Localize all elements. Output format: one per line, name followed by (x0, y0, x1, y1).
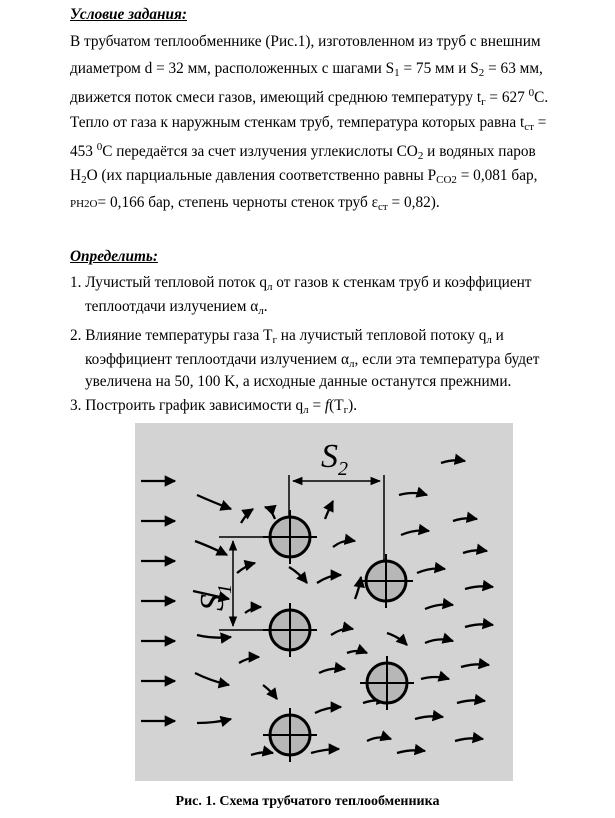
task-1-line-2: теплоотдачи излучением $\alpha_л$. (85, 298, 268, 317)
s2-label: $S_2$ (321, 438, 348, 480)
condition-line-1: В трубчатом теплообменнике (Рис.1), изготовленном из труб с внешним (70, 33, 541, 50)
condition-line-6: $Н_2О$ (их парциальные давления соответственно равны $Р_{СО2} = 0,081$ бар, (70, 167, 538, 186)
figure-caption: Рис. 1. Схема трубчатого теплообменника (175, 794, 440, 809)
task-1-line-1: 1. Лучистый тепловой поток $q_л$ от газов к стенкам труб и коэффициент (70, 274, 532, 293)
condition-line-2: диаметром d = 32 мм, расположенных с шагами $S_1 = 75$ мм и $S_2 = 63$ мм, (70, 60, 543, 79)
diagram-background (135, 423, 513, 781)
condition-line-4: Тепло от газа к наружным стенкам труб, температура которых равна $t_{ст}$ = (70, 114, 547, 133)
condition-line-3: движется поток смеси газов, имеющий среднюю температуру $t_г = 627$ $^0$С. (70, 87, 549, 108)
task-2-line-3: увеличена на 50, 100 K, а исходные данные останутся прежними. (85, 373, 512, 390)
task-2-line-1: 2. Влияние температуры газа $Т_г$ на лучистый тепловой потоку $q_л$ и (70, 327, 504, 346)
tasks-heading: Определить: (70, 248, 158, 265)
condition-heading: Условие задания: (70, 6, 187, 23)
s1-label: $S_1$ (194, 584, 236, 611)
heat-exchanger-diagram (135, 423, 513, 781)
task-3-line: 3. Построить график зависимости $q_л = f(Т_г)$. (70, 397, 358, 416)
task-2-line-2: коэффициент теплоотдачи излучением $\alpha_л$, если эта температура будет (85, 351, 540, 370)
condition-line-7: PH2O= 0,166 бар, степень черноты стенок труб $\varepsilon_{ст} = 0,82$). (70, 194, 440, 213)
condition-line-5: 453 $^0$С передаётся за счет излучения углекислоты $СО_2$ и водяных паров (70, 141, 536, 162)
